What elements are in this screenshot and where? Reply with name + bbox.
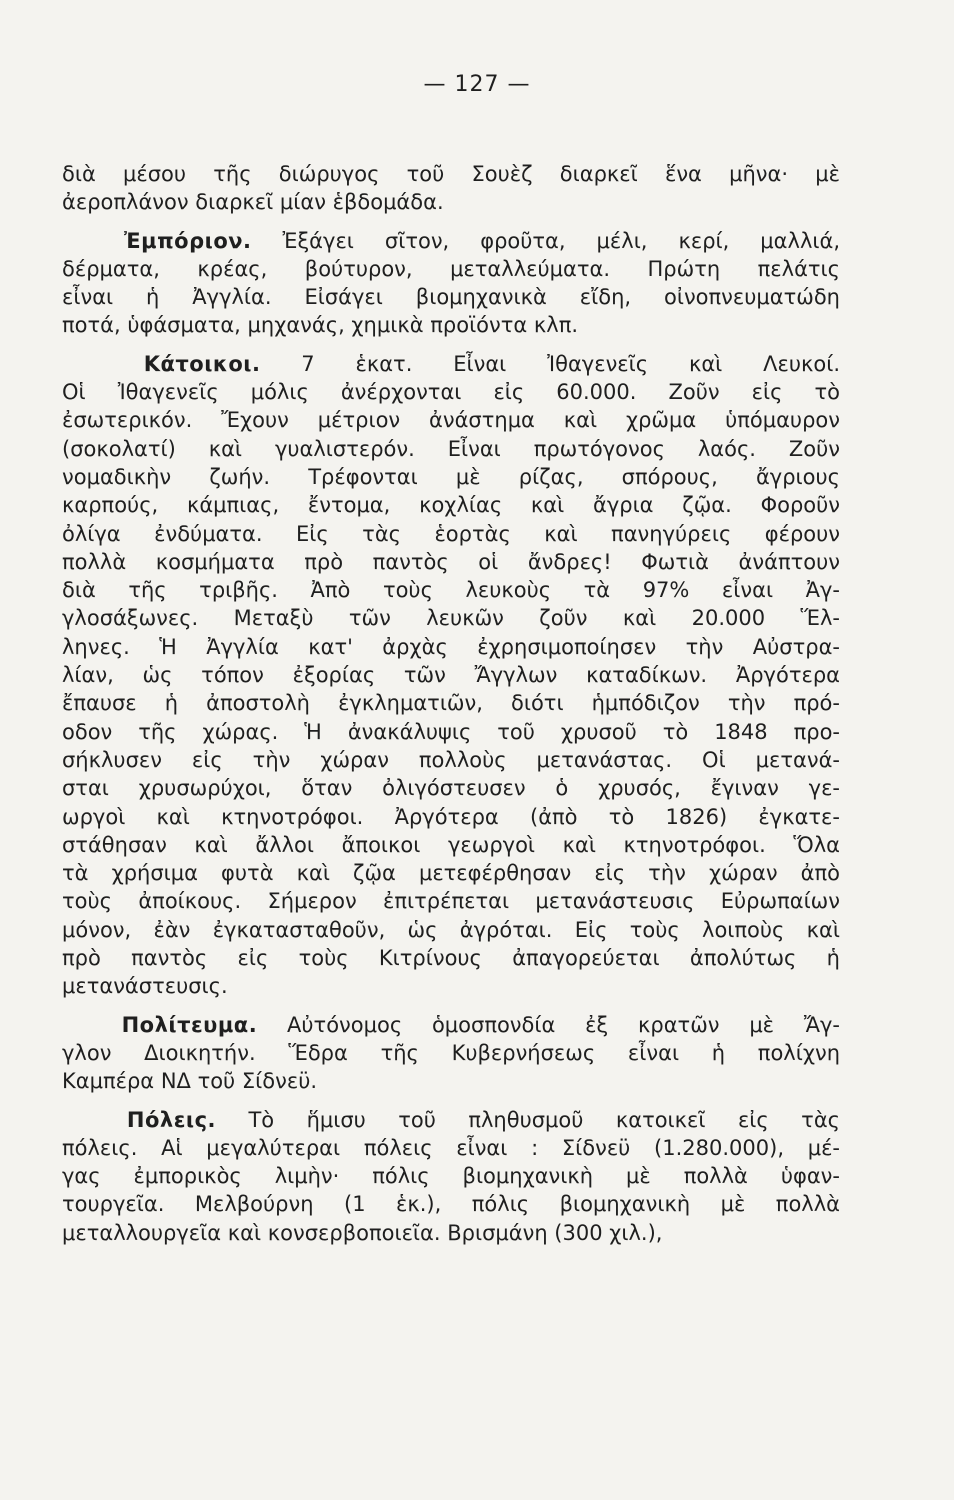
text-line: σήκλυσεν εἰς τὴν χώραν πολλοὺς μετανάστας. Οἱ μετανά- bbox=[62, 747, 840, 772]
text-line: τουργεῖα. Μελβούρνη (1 ἑκ.), πόλις βιομηχανικὴ μὲ πολλὰ bbox=[62, 1192, 840, 1217]
text-line: γας ἐμπορικὸς λιμὴν· πόλις βιομηχανικὴ μὲ πολλὰ ὑφαν- bbox=[62, 1164, 840, 1189]
section-heading: Πολίτευμα. bbox=[121, 1012, 258, 1037]
page-number: — 127 — bbox=[423, 72, 531, 97]
text-line: σται χρυσωρύχοι, ὅταν ὀλιγόστευσεν ὁ χρυσός, ἔγιναν γε- bbox=[62, 776, 840, 801]
text-line: (σοκολατί) καὶ γυαλιστερόν. Εἶναι πρωτόγονος λαός. Ζοῦν bbox=[62, 436, 840, 461]
text-line: πολλὰ κοσμήματα πρὸ παντὸς οἱ ἄνδρες! Φωτιὰ ἀνάπτουν bbox=[62, 549, 840, 574]
text-line: Καμπέρα ΝΔ τοῦ Σίδνεϋ. bbox=[62, 1069, 318, 1094]
text-line: Πόλεις. Τὸ ἥμισυ τοῦ πληθυσμοῦ κατοικεῖ εἰς τὰς bbox=[126, 1107, 840, 1132]
text-line: καρπούς, κάμπιας, ἔντομα, κοχλίας καὶ ἄγρια ζῷα. Φοροῦν bbox=[62, 493, 840, 518]
text-line: ωργοὶ καὶ κτηνοτρόφοι. Ἀργότερα (ἀπὸ τὸ 1826) ἐγκατε- bbox=[62, 804, 840, 829]
text-line: εἶναι ἡ Ἀγγλία. Εἰσάγει βιομηχανικὰ εἴδη, οἰνοπνευματώδη bbox=[62, 285, 840, 310]
text-line: ληνες. Ἡ Ἀγγλία κατ' ἀρχὰς ἐχρησιμοποίησεν τὴν Αὐστρα- bbox=[62, 634, 840, 659]
body-text bbox=[62, 160, 840, 1247]
text-line: Πολίτευμα. Αὐτόνομος ὁμοσπονδία ἐξ κρατῶν μὲ Ἄγ- bbox=[121, 1012, 840, 1037]
text-line: μόνον, ἐὰν ἐγκατασταθοῦν, ὡς ἀγρόται. Εἰς τοὺς λοιποὺς καὶ bbox=[62, 917, 840, 942]
text-line: Κάτοικοι. 7 ἑκατ. Εἶναι Ἰθαγενεῖς καὶ Λευκοί. bbox=[143, 351, 840, 376]
text-line: ποτά, ὑφάσματα, μηχανάς, χημικὰ προϊόντα κλπ. bbox=[62, 313, 579, 338]
text-line: λίαν, ὡς τόπον ἐξορίας τῶν Ἄγγλων καταδίκων. Ἀργότερα bbox=[62, 663, 840, 688]
section-heading: Πόλεις. bbox=[126, 1107, 216, 1132]
text-line: μεταλλουργεῖα καὶ κονσερβοποιεῖα. Βρισμάνη (300 χιλ.), bbox=[62, 1220, 663, 1245]
text-line: τὰ χρήσιμα φυτὰ καὶ ζῷα μετεφέρθησαν εἰς τὴν χώραν ἀπὸ bbox=[62, 861, 840, 886]
text-line: ὀλίγα ἐνδύματα. Εἰς τὰς ἑορτὰς καὶ πανηγύρεις φέρουν bbox=[62, 521, 840, 546]
text-line: διὰ τῆς τριβῆς. Ἀπὸ τοὺς λευκοὺς τὰ 97% εἶναι Ἀγ- bbox=[62, 578, 840, 603]
text-line: πόλεις. Αἱ μεγαλύτεραι πόλεις εἶναι : Σίδνεϋ (1.280.000), μέ- bbox=[62, 1135, 840, 1160]
text-line: ἐσωτερικόν. Ἔχουν μέτριον ἀνάστημα καὶ χρῶμα ὑπόμαυρον bbox=[62, 408, 840, 433]
text-line: γλον Διοικητήν. Ἕδρα τῆς Κυβερνήσεως εἶναι ἡ πολίχνη bbox=[62, 1040, 840, 1065]
text-line: μετανάστευσις. bbox=[62, 974, 228, 999]
text-line: διὰ μέσου τῆς διώρυγος τοῦ Σουὲζ διαρκεῖ ἕνα μῆνα· μὲ bbox=[62, 162, 840, 186]
text-line: πρὸ παντὸς εἰς τοὺς Κιτρίνους ἀπαγορεύεται ἀπολύτως ἡ bbox=[62, 946, 840, 971]
text-line: νομαδικὴν ζωήν. Τρέφονται μὲ ρίζας, σπόρους, ἄγριους bbox=[62, 464, 840, 489]
text-line: οδον τῆς χώρας. Ἡ ἀνακάλυψις τοῦ χρυσοῦ τὸ 1848 προ- bbox=[62, 719, 840, 744]
text-line: Οἱ Ἰθαγενεῖς μόλις ἀνέρχονται εἰς 60.000. Ζοῦν εἰς τὸ bbox=[62, 380, 840, 405]
text-line: ἀεροπλάνον διαρκεῖ μίαν ἑβδομάδα. bbox=[62, 190, 444, 215]
text-line: ἔπαυσε ἡ ἀποστολὴ ἐγκληματιῶν, διότι ἡμπόδιζον τὴν πρό- bbox=[62, 691, 840, 716]
text-line: τοὺς ἀποίκους. Σήμερον ἐπιτρέπεται μετανάστευσις Εὐρωπαίων bbox=[62, 889, 840, 914]
text-line: Ἐμπόριον. Ἐξάγει σῖτον, φροῦτα, μέλι, κερί, μαλλιά, bbox=[124, 228, 840, 253]
text-line: στάθησαν καὶ ἄλλοι ἄποικοι γεωργοὶ καὶ κτηνοτρόφοι. Ὅλα bbox=[62, 832, 840, 857]
text-line: δέρματα, κρέας, βούτυρον, μεταλλεύματα. Πρώτη πελάτις bbox=[62, 256, 840, 281]
text-line: γλοσάξωνες. Μεταξὺ τῶν λευκῶν ζοῦν καὶ 20.000 Ἕλ- bbox=[62, 606, 840, 631]
section-heading: Κάτοικοι. bbox=[143, 351, 261, 376]
section-heading: Ἐμπόριον. bbox=[124, 228, 252, 253]
